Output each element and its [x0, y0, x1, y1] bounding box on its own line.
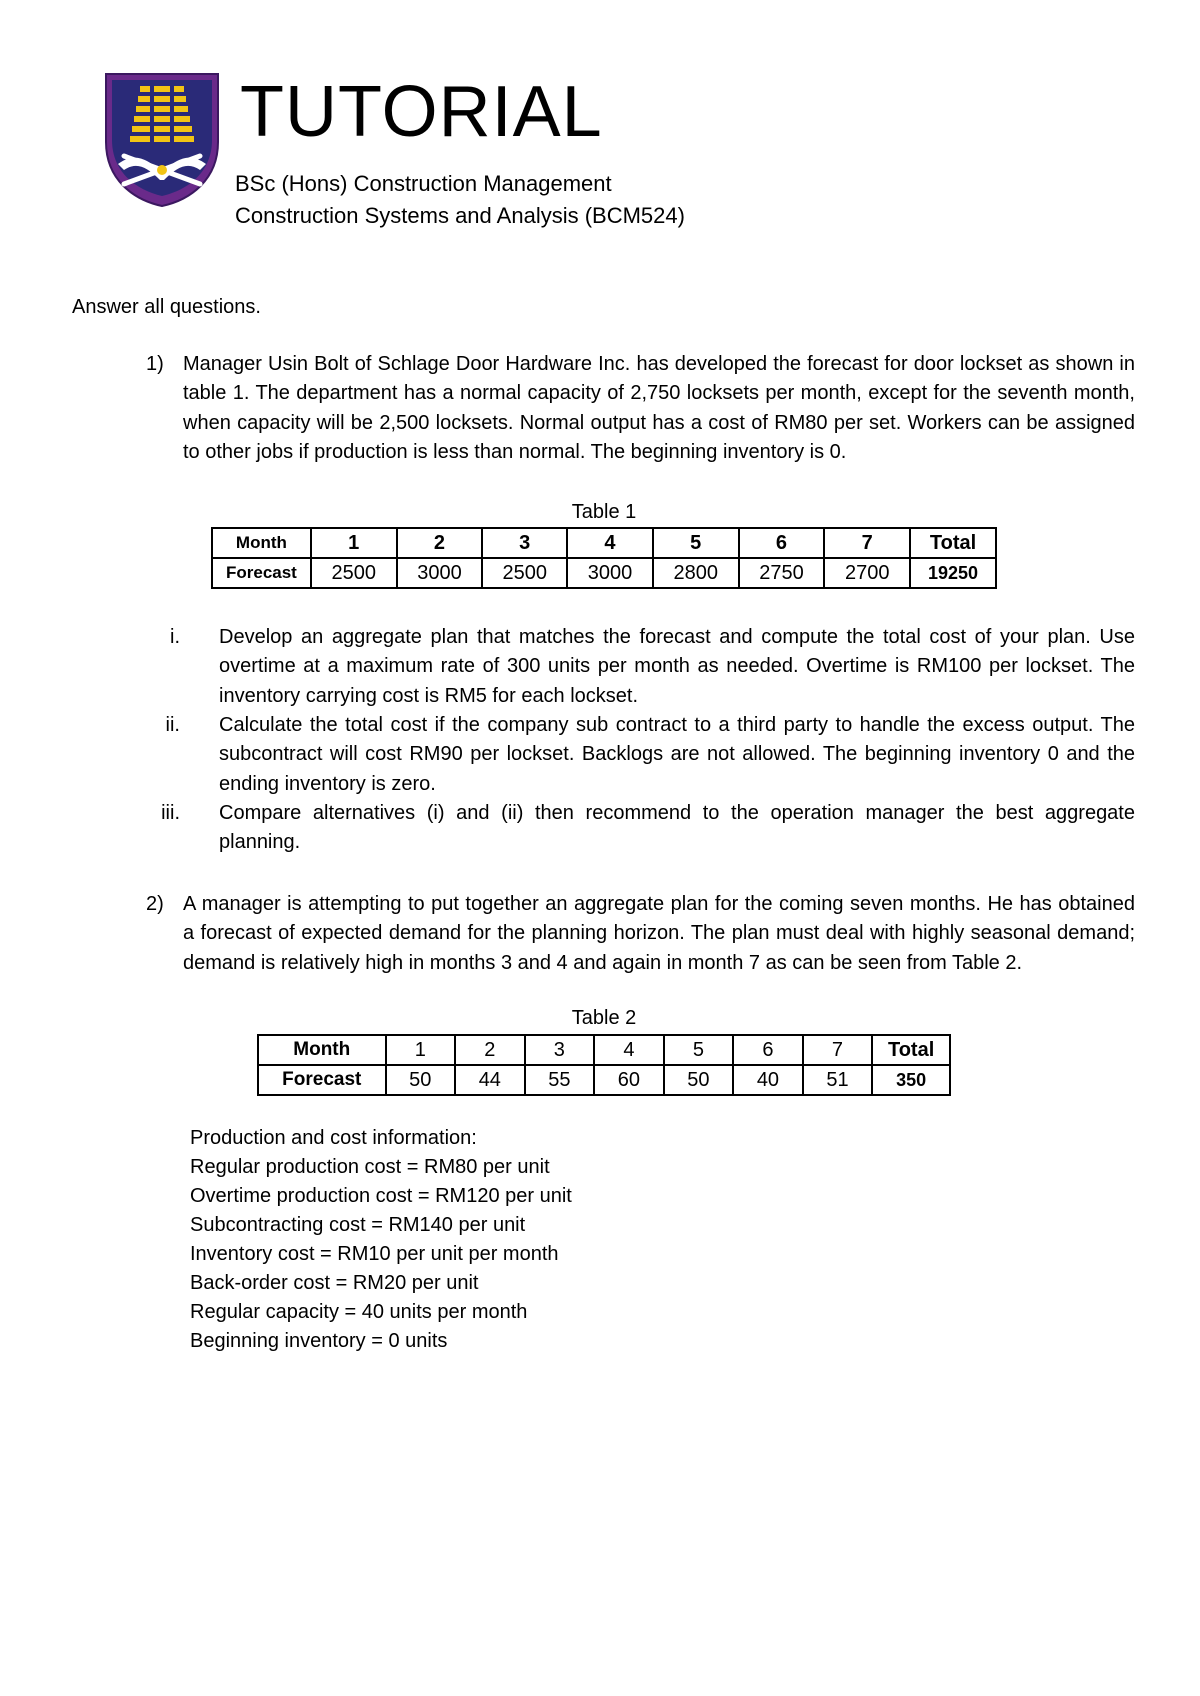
table-1-caption: Table 1 — [571, 501, 637, 523]
question-2-text: A manager is attempting to put together an aggregate plan for the coming seven months. He has obtained a forecast of expected demand for the planning horizon. The plan must deal with highly seasonal demand; demand is relatively high in months 3 and 4 and again in month 7 as can be seen from Table 2. — [183, 893, 1135, 974]
sub-question-1-iii-number: iii. — [161, 802, 180, 824]
table-1-forecast-cell: 3000 — [397, 558, 483, 588]
table-2-forecast-cell: 50 — [386, 1065, 456, 1095]
table-2-forecast-cell: 60 — [594, 1065, 664, 1095]
table-1-month-row — [212, 528, 996, 558]
table-2 — [257, 1034, 951, 1096]
table-1-forecast-cell: 2750 — [739, 558, 825, 588]
table-2-forecast-cell: 40 — [733, 1065, 803, 1095]
table-2-caption: Table 2 — [571, 1007, 637, 1029]
table-1-month-cell: 3 — [482, 528, 567, 558]
table-2-month-cell: 6 — [733, 1035, 803, 1065]
table-2-month-label: Month — [258, 1035, 386, 1065]
table-1-forecast-cell: 3000 — [567, 558, 653, 588]
table-2-forecast-cell: 55 — [525, 1065, 595, 1095]
table-2-forecast-label: Forecast — [258, 1065, 386, 1095]
table-2-month-cell: 2 — [455, 1035, 525, 1065]
sub-question-1-ii-number: ii. — [165, 714, 180, 736]
table-1-forecast-row — [212, 558, 996, 588]
table-1-forecast-cell: 2800 — [653, 558, 739, 588]
table-2-month-cell: 4 — [594, 1035, 664, 1065]
cost-info-line: Subcontracting cost = RM140 per unit — [190, 1214, 526, 1236]
question-1-number: 1) — [146, 353, 164, 375]
sub-question-1-i-number: i. — [170, 626, 180, 648]
course-name: Construction Systems and Analysis (BCM524) — [235, 203, 685, 228]
cost-info-line: Overtime production cost = RM120 per unit — [190, 1185, 572, 1207]
document-title: TUTORIAL — [240, 72, 603, 152]
table-1-forecast-cell: 2500 — [311, 558, 397, 588]
table-1-month-cell: 4 — [567, 528, 653, 558]
table-2-forecast-cell: 50 — [664, 1065, 734, 1095]
table-1 — [211, 527, 997, 589]
table-2-month-cell: 5 — [664, 1035, 734, 1065]
table-1-month-cell: 2 — [397, 528, 483, 558]
sub-question-1-ii-text: Calculate the total cost if the company sub contract to a third party to handle the excess output. The subcontract will cost RM90 per lockset. Backlogs are not allowed. The beginning inventory 0 and the ending inventory is zero. — [219, 714, 1135, 795]
table-2-month-cell: 3 — [525, 1035, 595, 1065]
cost-info-title: Production and cost information: — [190, 1127, 477, 1149]
cost-info-line: Regular production cost = RM80 per unit — [190, 1156, 550, 1178]
sub-question-1-iii-text: Compare alternatives (i) and (ii) then recommend to the operation manager the best aggregate planning. — [219, 802, 1135, 854]
table-1-month-cell: 5 — [653, 528, 739, 558]
table-1-month-cell: 1 — [311, 528, 397, 558]
sub-question-1-i-text: Develop an aggregate plan that matches the forecast and compute the total cost of your plan. Use overtime at a maximum rate of 300 units per month as needed. Overtime is RM100 per lockset. The inventory carrying cost is RM5 for each lockset. — [219, 626, 1135, 707]
table-2-month-cell: 1 — [386, 1035, 456, 1065]
cost-info-line: Regular capacity = 40 units per month — [190, 1301, 528, 1323]
table-1-forecast-label: Forecast — [212, 558, 311, 588]
cost-info-line: Beginning inventory = 0 units — [190, 1330, 448, 1352]
table-2-month-row — [258, 1035, 950, 1065]
cost-info-line: Back-order cost = RM20 per unit — [190, 1272, 479, 1294]
table-2-forecast-cell: 44 — [455, 1065, 525, 1095]
table-1-forecast-cell: 2700 — [824, 558, 910, 588]
table-1-forecast-cell: 2500 — [482, 558, 567, 588]
table-2-month-cell: 7 — [803, 1035, 873, 1065]
cost-info-line: Inventory cost = RM10 per unit per month — [190, 1243, 559, 1265]
table-2-total-label: Total — [872, 1035, 950, 1065]
programme-name: BSc (Hons) Construction Management — [235, 171, 612, 196]
university-crest-logo — [104, 72, 220, 208]
table-1-total-label: Total — [910, 528, 996, 558]
table-2-forecast-cell: 51 — [803, 1065, 873, 1095]
table-1-total-value: 19250 — [910, 558, 996, 588]
table-1-month-cell: 7 — [824, 528, 910, 558]
question-2-number: 2) — [146, 893, 164, 915]
instructions: Answer all questions. — [72, 296, 261, 318]
table-2-total-value: 350 — [872, 1065, 950, 1095]
table-1-month-label: Month — [212, 528, 311, 558]
question-1-text: Manager Usin Bolt of Schlage Door Hardware Inc. has developed the forecast for door lockset as shown in table 1. The department has a normal capacity of 2,750 locksets per month, except for the seventh month, when capacity will be 2,500 locksets. Normal output has a cost of RM80 per set. Workers can be assigned to other jobs if production is less than normal. The beginning inventory is 0. — [183, 353, 1135, 463]
table-2-forecast-row — [258, 1065, 950, 1095]
table-1-month-cell: 6 — [739, 528, 825, 558]
